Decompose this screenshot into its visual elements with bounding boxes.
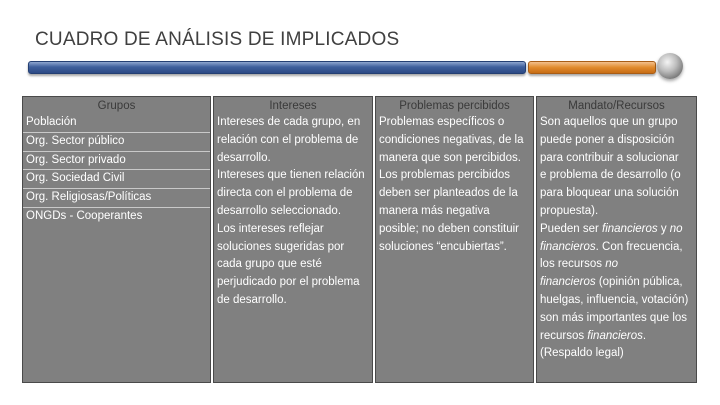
group-item: Org. Sector público [23,133,210,152]
mandate-text-segment: . [642,329,647,342]
group-item: Org. Religiosas/Políticas [23,189,210,208]
interests-line: relación con el problema de [217,133,359,146]
interests-line: Los intereses reflejar [217,222,324,235]
mandate-text-segment: los recursos [540,258,606,271]
mandate-line: e problema de desarrollo (o [540,169,681,182]
mandate-text [537,114,696,363]
interests-line: Intereses de cada grupo, en [217,116,361,128]
problems-header: Problemas percibidos [399,100,510,112]
problems-line: soluciones “encubiertas”. [379,240,507,253]
groups-header: Grupos [97,100,136,112]
problems-text [376,114,533,256]
mandate-line [540,239,693,257]
mandate-header: Mandato/Recursos [568,100,665,112]
interests-line: de desarrollo. [217,293,287,306]
mandate-line: para contribuir a solucionar [540,151,679,164]
interests-column [213,96,373,383]
problems-line: Problemas específicos o [379,116,505,128]
mandate-line: Son aquellos que un grupo [540,116,678,128]
mandate-line [540,221,693,239]
group-item: ONGDs - Cooperantes [26,209,143,222]
interests-line: Intereses que tienen relación [217,169,365,182]
problems-line: posible; no deben constituir [379,222,520,235]
group-item: Población [23,114,210,133]
mandate-text-segment: . Con frecuencia, [595,240,683,253]
problems-line: manera más negativa [379,204,490,217]
mandate-line: (Respaldo legal) [540,347,624,360]
problems-line: Los problemas percibidos [379,169,511,182]
decorative-sphere-icon [657,53,683,79]
mandate-line [540,274,693,292]
problems-line: condiciones negativas, de la [379,133,524,146]
mandate-line [540,328,693,346]
accent-bar [528,61,656,74]
page-title: CUADRO DE ANÁLISIS DE IMPLICADOS [35,29,400,50]
interests-line: desarrollo. [217,151,271,164]
problems-column [375,96,534,383]
mandate-line [540,256,693,274]
problems-line: deben ser planteados de la [379,187,518,200]
interests-line: perjudicado por el problema [217,276,360,289]
mandate-text-segment: Pueden ser [540,222,603,235]
mandate-emphasis: no [669,222,683,235]
mandate-text-segment: y [657,222,670,235]
mandate-text-segment: (opinión pública, [595,276,683,289]
interests-line: cada grupo que esté [217,258,322,271]
title-underline-bar [28,61,526,74]
mandate-emphasis: financieros [540,276,596,289]
interests-line: directa con el problema de [217,187,353,200]
interests-text [214,114,372,310]
problems-line: manera que son percibidos. [379,151,521,164]
interests-line: soluciones sugeridas por [217,240,345,253]
mandate-text-segment: recursos [540,329,588,342]
mandate-column [536,96,697,383]
mandate-line: propuesta). [540,204,599,217]
mandate-emphasis: no [605,258,618,271]
groups-column [22,96,211,383]
group-item: Org. Sector privado [23,152,210,171]
interests-header: Intereses [269,100,317,112]
mandate-line: huelgas, influencia, votación) [540,293,689,306]
mandate-line: puede poner a disposición [540,133,675,146]
interests-line: desarrollo seleccionado. [217,204,342,217]
mandate-emphasis: financieros [602,222,658,235]
mandate-emphasis: financieros [587,329,643,342]
mandate-emphasis: financieros [540,240,596,253]
mandate-line: son más importantes que los [540,311,688,324]
mandate-line: para bloquear una solución [540,187,679,200]
group-item: Org. Sociedad Civil [23,170,210,189]
